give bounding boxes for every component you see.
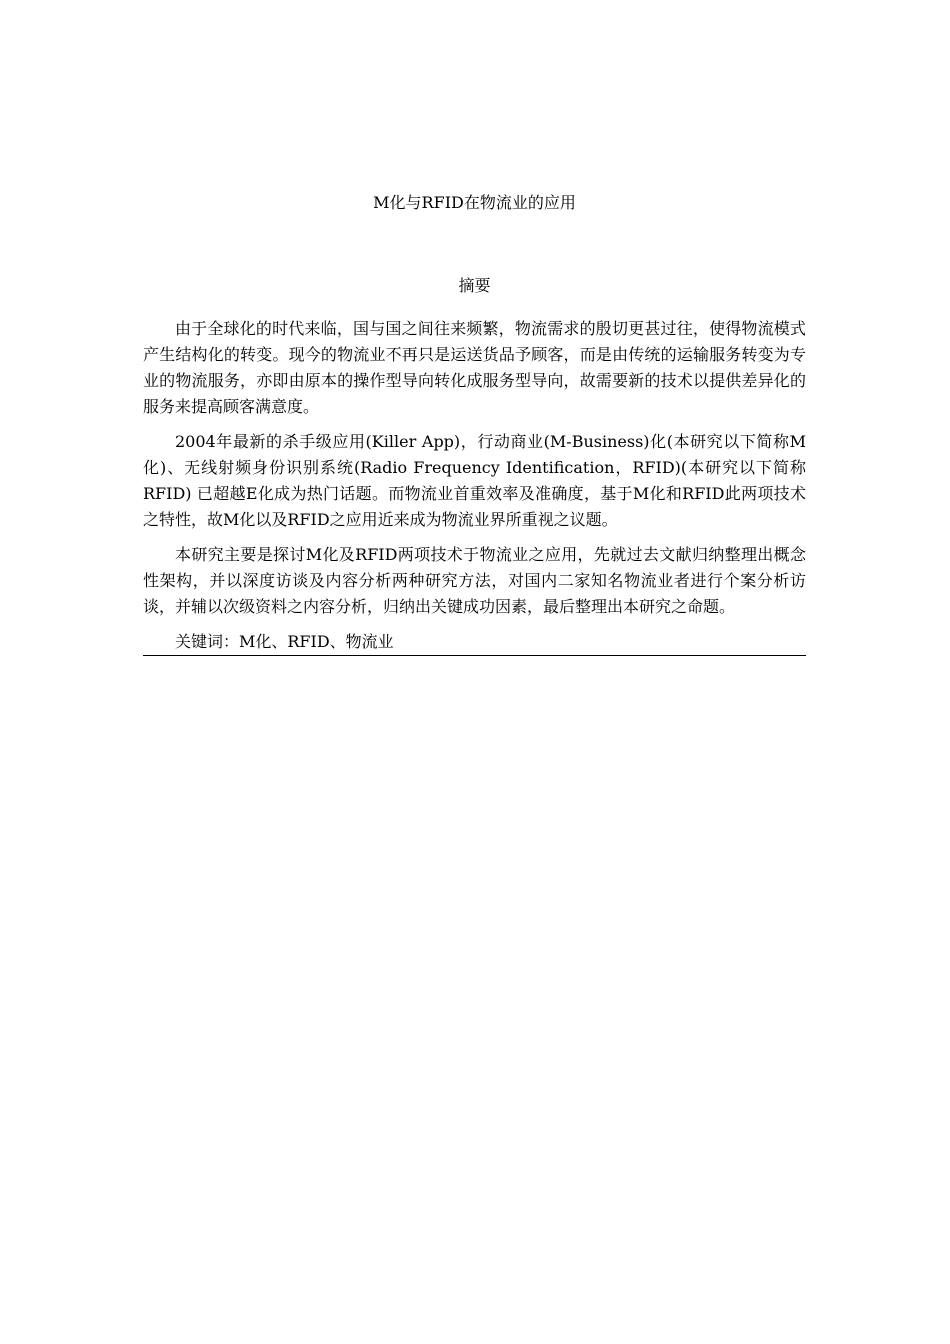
abstract-paragraph: 由于全球化的时代来临，国与国之间往来频繁，物流需求的殷切更甚过往，使得物流模式产生结构化的转变。现今的物流业不再只是运送货品予顾客，而是由传统的运输服务转变为专业的物流服务，亦即由原本的操作型导向转化成服务型导向，故需要新的技术以提供差异化的服务来提高顾客满意度。 — [143, 319, 806, 416]
abstract-paragraph: 本研究主要是探讨M化及RFID两项技术于物流业之应用，先就过去文献归纳整理出概念性架构，并以深度访谈及内容分析两种研究方法，对国内二家知名物流业者进行个案分析访谈，并辅以次级资料之内容分析，归纳出关键成功因素，最后整理出本研究之命题。 — [143, 545, 806, 616]
keywords-line: 关键词：M化、RFID、物流业 — [143, 629, 806, 656]
abstract-body — [143, 316, 806, 656]
abstract-paragraph: 2004年最新的杀手级应用(Killer App)，行动商业(M-Business)化(本研究以下简称M化)、无线射频身份识别系统(Radio Frequency Identification，RFID)(本研究以下简称RFID) 已超越E化成为热门话题。而物流业首重效率及准确度，基于M化和RFID此两项技术之特性，故M化以及RFID之应用近来成为物流业界所重视之议题。 — [143, 432, 806, 529]
document-title: M化与RFID在物流业的应用 — [373, 193, 576, 212]
abstract-heading: 摘要 — [458, 276, 491, 295]
